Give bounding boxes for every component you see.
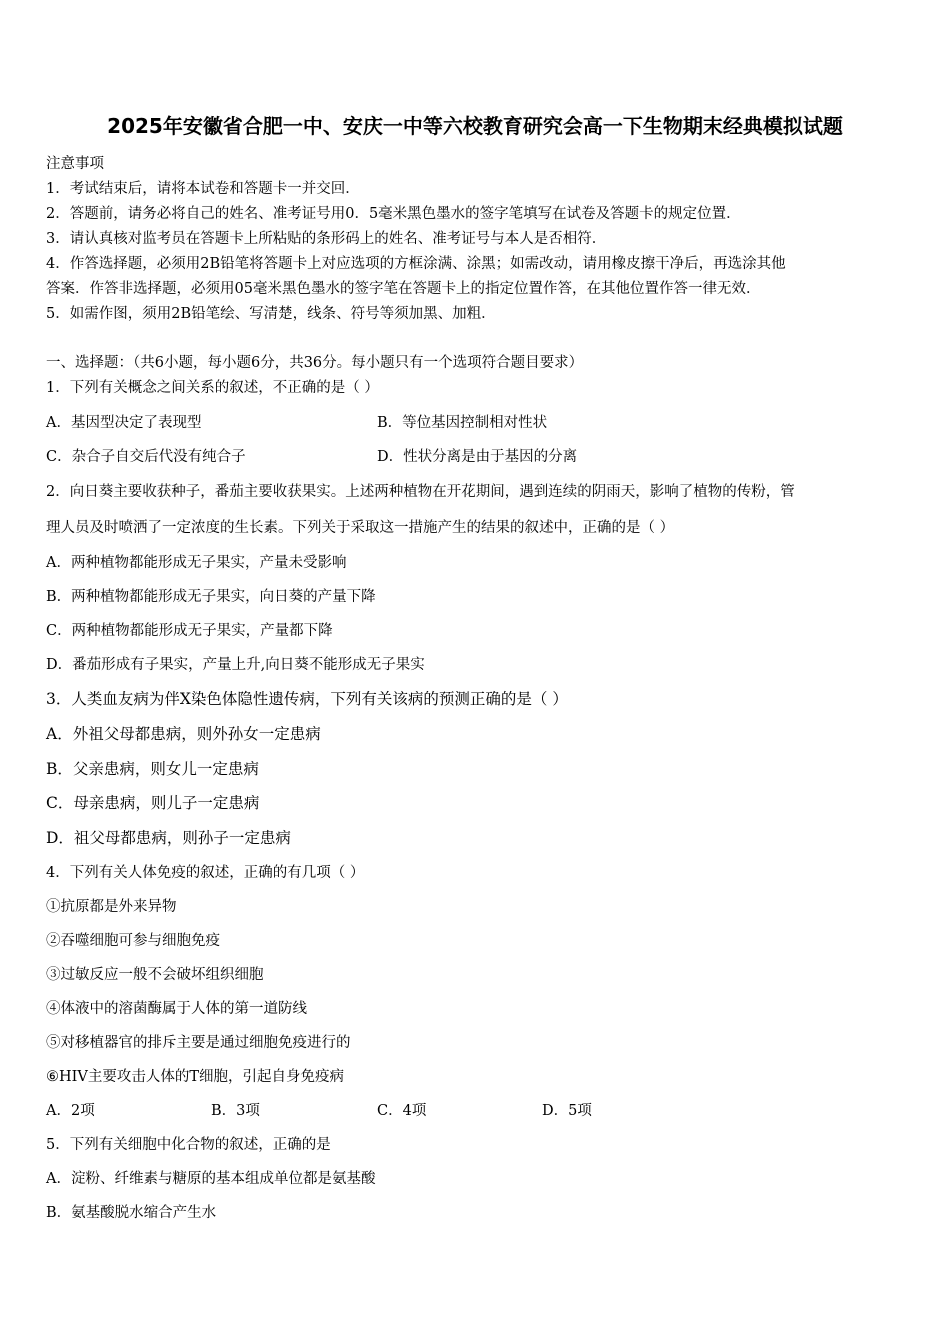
notice-item-5: 5．如需作图，须用2B铅笔绘、写清楚，线条、符号等须加黑、加粗． <box>46 306 496 322</box>
q3-option-b: B．父亲患病，则女儿一定患病 <box>46 760 259 778</box>
q4-statement-6: ⑥HIV主要攻击人体的T细胞，引起自身免疫病 <box>46 1069 345 1085</box>
notice-item-2: 2．答题前，请务必将自己的姓名、准考证号用0．5毫米黑色墨水的签字笔填写在试卷及答题卡的规定位置． <box>46 206 741 222</box>
q4-option-a: A．2项 <box>46 1103 95 1119</box>
q1-option-b: B．等位基因控制相对性状 <box>377 415 548 431</box>
notice-item-4-cont: 答案．作答非选择题，必须用05毫米黑色墨水的签字笔在答题卡上的指定位置作答，在其他位置作答一律无效． <box>46 281 761 297</box>
q1-option-c: C．杂合子自交后代没有纯合子 <box>46 449 246 465</box>
q3-option-a: A．外祖父母都患病，则外孙女一定患病 <box>46 725 321 743</box>
q2-option-d: D．番茄形成有子果实，产量上升,向日葵不能形成无子果实 <box>46 657 425 673</box>
exam-title: 2025年安徽省合肥一中、安庆一中等六校教育研究会高一下生物期末经典模拟试题 <box>107 114 843 138</box>
q3-stem: 3．人类血友病为伴X染色体隐性遗传病，下列有关该病的预测正确的是（ ） <box>46 690 568 708</box>
q5-option-b: B．氨基酸脱水缩合产生水 <box>46 1205 217 1221</box>
q2-option-b: B．两种植物都能形成无子果实，向日葵的产量下降 <box>46 589 376 605</box>
q1-stem: 1．下列有关概念之间关系的叙述，不正确的是（ ） <box>46 380 379 396</box>
q1-option-a: A．基因型决定了表现型 <box>46 415 202 431</box>
q4-option-b: B．3项 <box>211 1103 260 1119</box>
notice-item-1: 1．考试结束后，请将本试卷和答题卡一并交回． <box>46 181 360 197</box>
section-heading: 一、选择题：（共6小题，每小题6分，共36分。每小题只有一个选项符合题目要求） <box>46 355 584 371</box>
q4-statement-1: ①抗原都是外来异物 <box>46 899 177 915</box>
notice-item-4: 4．作答选择题，必须用2B铅笔将答题卡上对应选项的方框涂满、涂黑；如需改动，请用橡皮擦干净后，再选涂其他 <box>46 256 786 272</box>
q2-stem-line2: 理人员及时喷洒了一定浓度的生长素。下列关于采取这一措施产生的结果的叙述中，正确的是（ ） <box>46 520 675 536</box>
q4-stem: 4．下列有关人体免疫的叙述，正确的有几项（ ） <box>46 865 365 881</box>
q4-option-d: D．5项 <box>542 1103 592 1119</box>
q3-option-c: C．母亲患病，则儿子一定患病 <box>46 794 260 812</box>
q4-statement-5: ⑤对移植器官的排斥主要是通过细胞免疫进行的 <box>46 1035 351 1051</box>
q4-statement-4: ④体液中的溶菌酶属于人体的第一道防线 <box>46 1001 307 1017</box>
q2-option-a: A．两种植物都能形成无子果实，产量未受影响 <box>46 555 347 571</box>
notice-item-3: 3．请认真核对监考员在答题卡上所粘贴的条形码上的姓名、准考证号与本人是否相符． <box>46 231 607 247</box>
q5-option-a: A．淀粉、纤维素与糖原的基本组成单位都是氨基酸 <box>46 1171 376 1187</box>
q1-option-d: D．性状分离是由于基因的分离 <box>377 449 578 465</box>
q4-statement-2: ②吞噬细胞可参与细胞免疫 <box>46 933 220 949</box>
q2-stem-line1: 2．向日葵主要收获种子，番茄主要收获果实。上述两种植物在开花期间，遇到连续的阴雨天，影响了植物的传粉，管 <box>46 484 795 500</box>
q3-option-d: D．祖父母都患病，则孙子一定患病 <box>46 829 291 847</box>
notice-heading: 注意事项 <box>46 156 104 172</box>
q2-option-c: C．两种植物都能形成无子果实，产量都下降 <box>46 623 333 639</box>
q5-stem: 5．下列有关细胞中化合物的叙述，正确的是 <box>46 1137 331 1153</box>
q4-option-c: C．4项 <box>377 1103 427 1119</box>
q4-statement-3: ③过敏反应一般不会破坏组织细胞 <box>46 967 264 983</box>
